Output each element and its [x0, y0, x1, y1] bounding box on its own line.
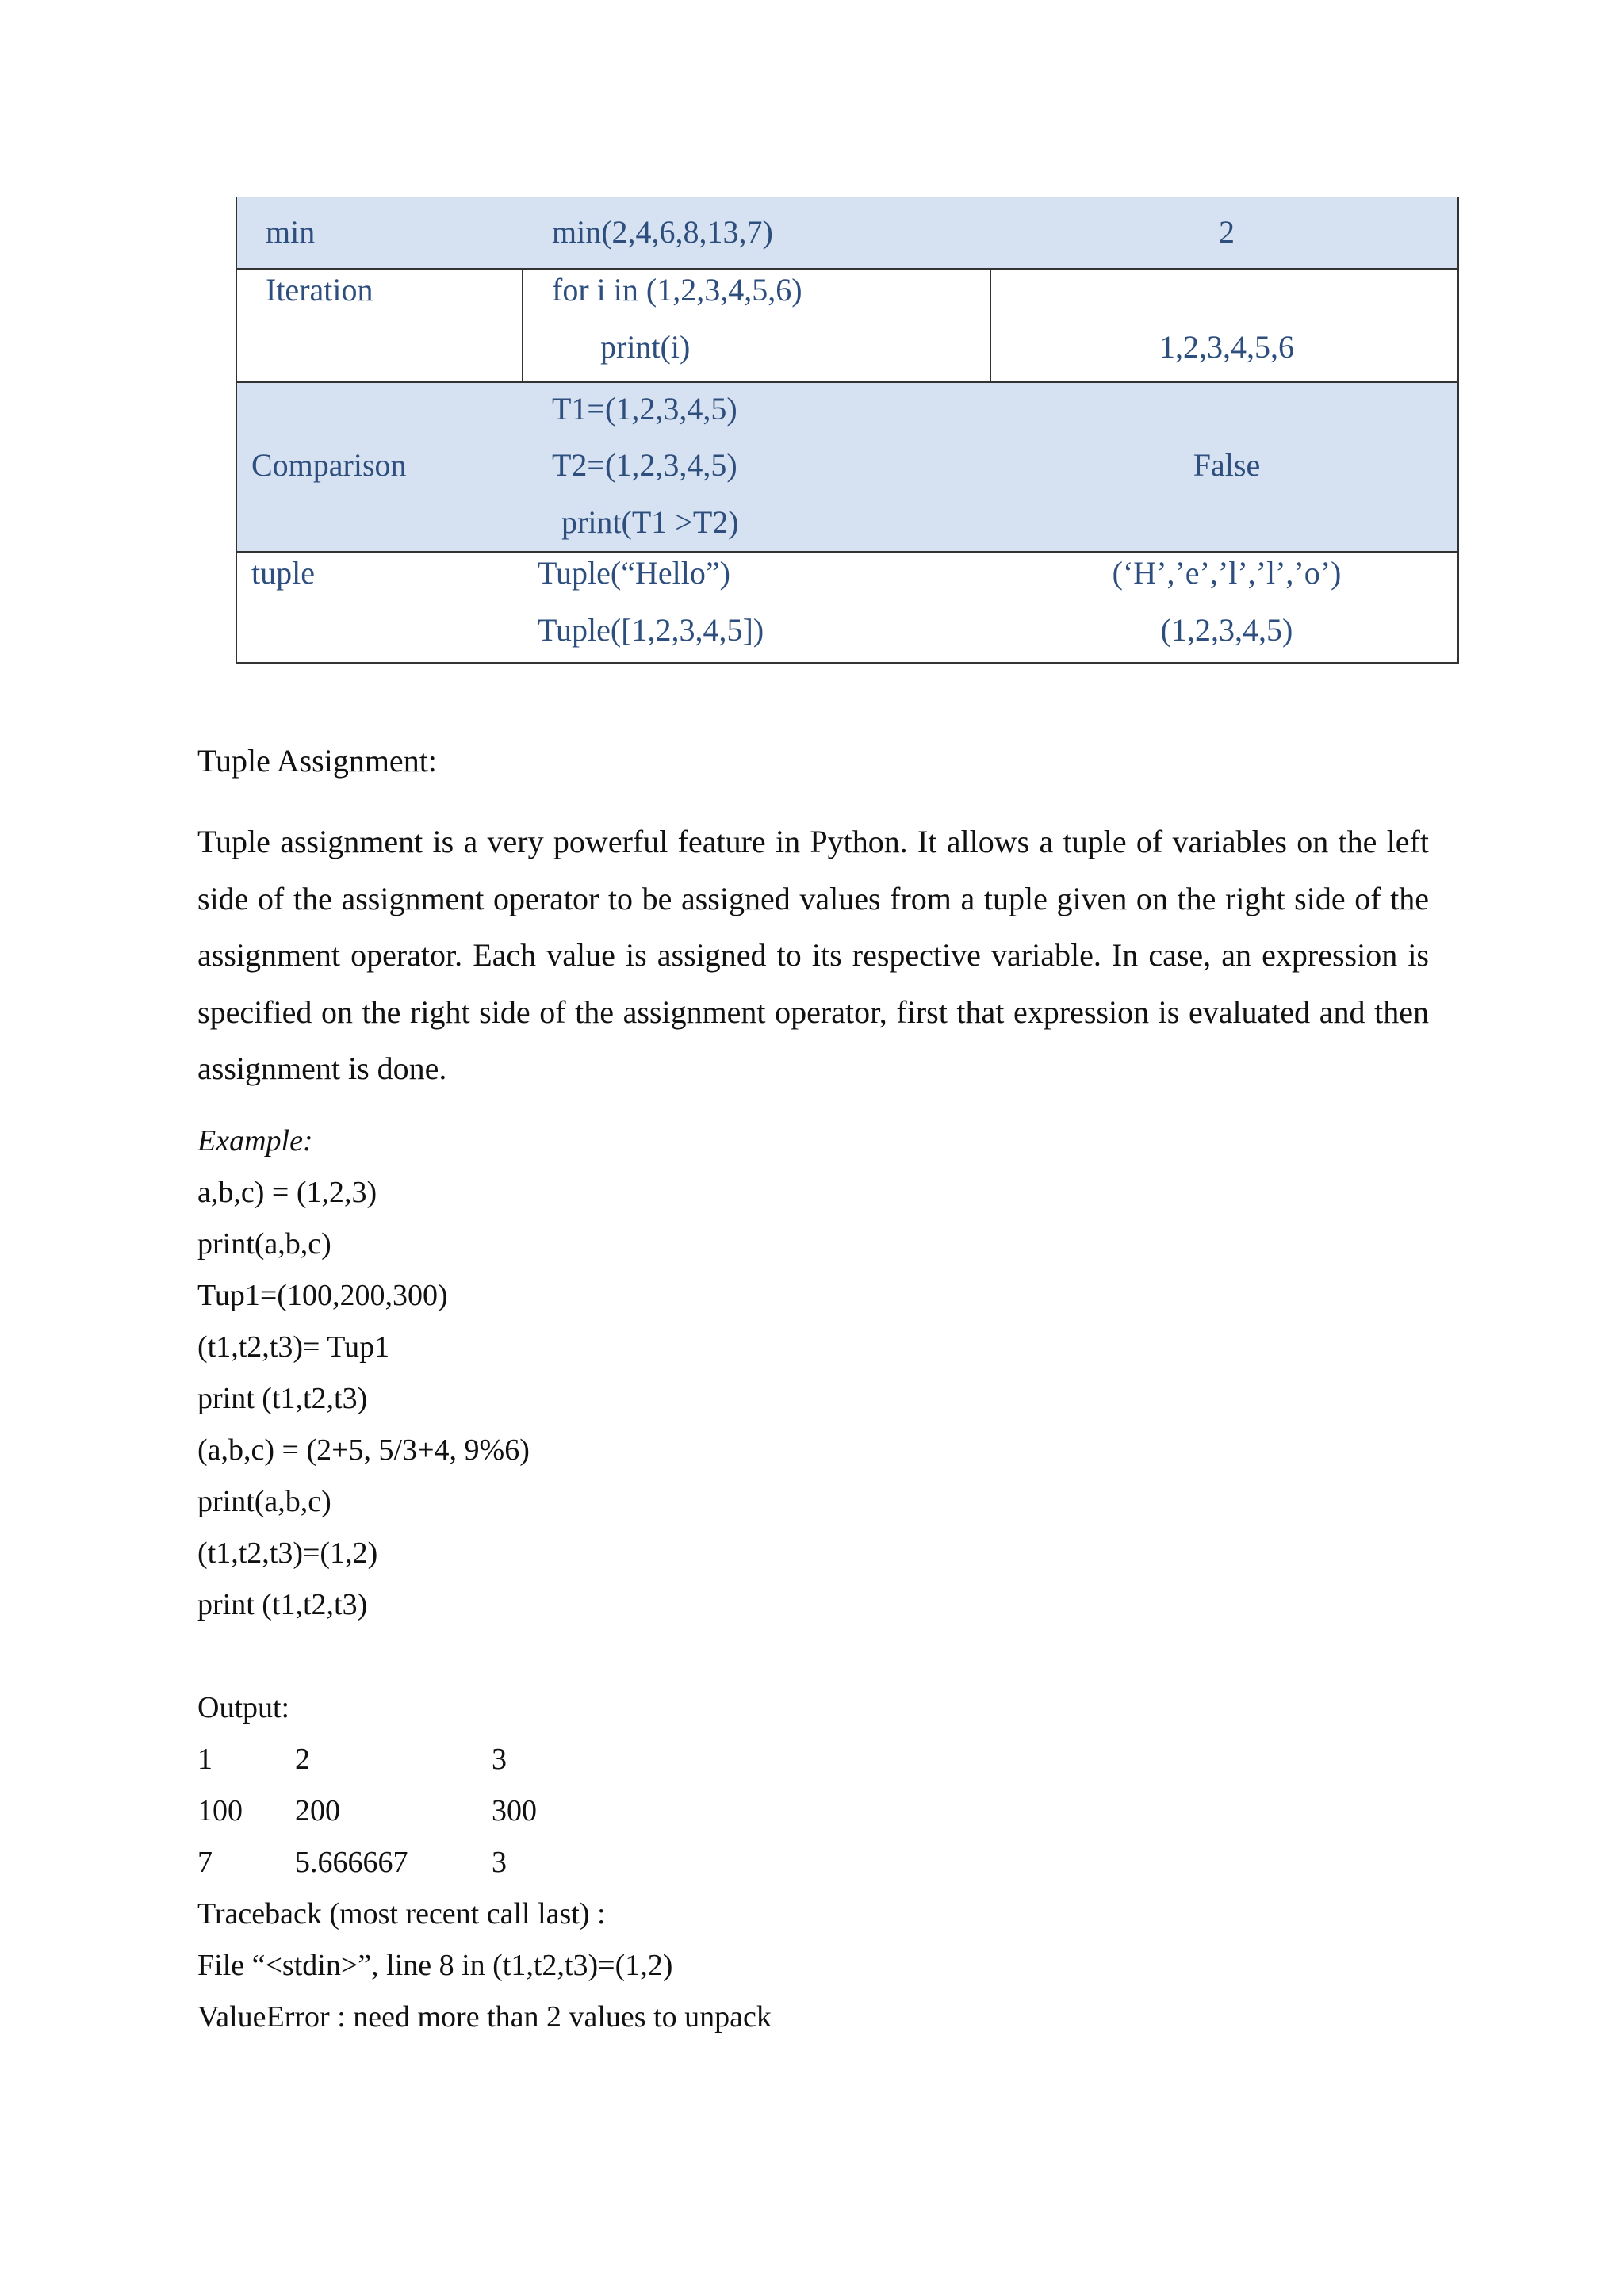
output-value: 5.666667 — [295, 1846, 408, 1879]
cell-example: Tuple([1,2,3,4,5]) — [538, 612, 764, 648]
code-line: print(a,b,c) — [197, 1485, 331, 1518]
table-row-min — [237, 197, 1457, 268]
tuple-operations-table — [236, 197, 1459, 664]
cell-result: False — [1193, 447, 1261, 483]
output-value: 3 — [492, 1743, 507, 1776]
section-paragraph: Tuple assignment is a very powerful feature in Python. It allows a tuple of variables on the left side of the assignment operator to be assigned values from a tuple given on the right side of the assignment operator. Each value is assigned to its respective variable. In case, an expression is specified on the right side of the assignment operator, first that expression is evaluated and then assignment is done. — [197, 824, 1429, 1086]
cell-example: min(2,4,6,8,13,7) — [552, 214, 773, 250]
cell-operation-name: Comparison — [251, 447, 407, 483]
code-line: Tup1=(100,200,300) — [197, 1279, 448, 1312]
table-row-iteration — [237, 268, 1457, 381]
code-line: print (t1,t2,t3) — [197, 1382, 368, 1415]
traceback-line: Traceback (most recent call last) : — [197, 1897, 606, 1931]
output-value: 7 — [197, 1846, 213, 1879]
example-label: Example: — [197, 1124, 313, 1158]
output-label: Output: — [197, 1691, 290, 1724]
output-value: 2 — [295, 1743, 310, 1776]
cell-result: (‘H’,’e’,’l’,’l’,’o’) — [1112, 555, 1342, 591]
traceback-line: File “<stdin>”, line 8 in (t1,t2,t3)=(1,2) — [197, 1949, 673, 1982]
cell-result: 2 — [1219, 214, 1235, 250]
code-line: (t1,t2,t3)= Tup1 — [197, 1330, 390, 1364]
cell-result: 1,2,3,4,5,6 — [1159, 329, 1294, 365]
table-row-tuple — [237, 551, 1457, 662]
output-value: 200 — [295, 1794, 340, 1827]
code-line: (t1,t2,t3)=(1,2) — [197, 1536, 378, 1570]
output-value: 3 — [492, 1846, 507, 1879]
output-value: 1 — [197, 1743, 213, 1776]
section-heading: Tuple Assignment: — [197, 743, 437, 779]
cell-operation-name: tuple — [251, 555, 315, 591]
output-value: 300 — [492, 1794, 537, 1827]
cell-example: T2=(1,2,3,4,5) — [552, 447, 737, 483]
table-row-comparison — [237, 381, 1457, 551]
code-line: print (t1,t2,t3) — [197, 1588, 368, 1621]
traceback-line: ValueError : need more than 2 values to unpack — [197, 2000, 772, 2034]
cell-operation-name: Iteration — [266, 272, 373, 308]
cell-operation-name: min — [266, 214, 316, 250]
cell-example: print(i) — [600, 329, 691, 365]
code-line: a,b,c) = (1,2,3) — [197, 1176, 377, 1209]
cell-result: (1,2,3,4,5) — [1160, 612, 1293, 648]
code-line: print(a,b,c) — [197, 1227, 331, 1261]
cell-example: Tuple(“Hello”) — [538, 555, 730, 591]
code-line: (a,b,c) = (2+5, 5/3+4, 9%6) — [197, 1433, 530, 1467]
cell-example: for i in (1,2,3,4,5,6) — [552, 272, 802, 308]
output-value: 100 — [197, 1794, 243, 1827]
column-divider — [522, 270, 523, 381]
cell-example: T1=(1,2,3,4,5) — [552, 391, 737, 427]
column-divider — [990, 270, 991, 381]
cell-example: print(T1 >T2) — [561, 504, 739, 540]
